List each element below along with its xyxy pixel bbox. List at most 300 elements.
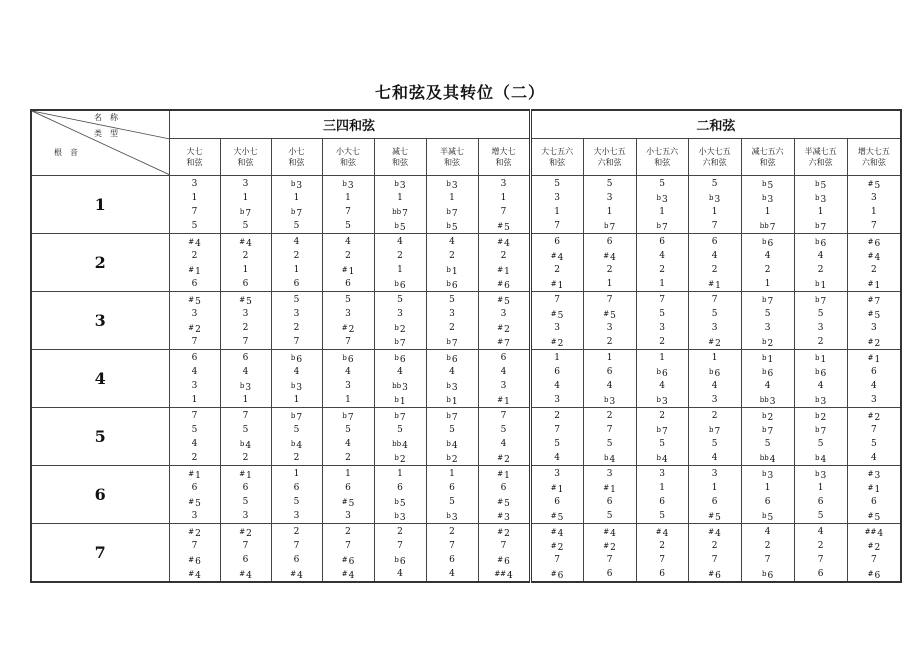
chord-note: 2 xyxy=(554,410,560,421)
chord-note: #2 xyxy=(550,541,564,553)
chord-note: 1 xyxy=(397,192,403,203)
chord-note: 4 xyxy=(764,380,771,391)
chord-note: #4 xyxy=(290,569,303,581)
chord-note: $^b$7 xyxy=(446,207,458,219)
chord-note: #6 xyxy=(188,555,201,567)
chord-cell xyxy=(271,234,322,292)
chord-note: #2 xyxy=(867,337,881,349)
chord-note: #6 xyxy=(550,569,564,581)
accidental: bb xyxy=(759,395,769,404)
column-header xyxy=(426,139,478,176)
chord-cell xyxy=(741,524,794,583)
column-header xyxy=(583,139,636,176)
chord-note: 6 xyxy=(606,236,613,247)
chord-note: 7 xyxy=(606,294,613,305)
chord-note: 7 xyxy=(554,424,560,435)
chord-note: #1 xyxy=(239,469,252,481)
chord-note: #3 xyxy=(867,469,881,481)
chord-note: 5 xyxy=(817,308,824,319)
chord-note: #5 xyxy=(188,295,201,307)
column-header xyxy=(688,139,741,176)
accidental: b xyxy=(761,295,767,304)
column-header-line: 和弦 xyxy=(237,158,254,167)
column-header-line: 和弦 xyxy=(392,158,408,167)
chord-note: 2 xyxy=(293,322,300,333)
chord-note: 5 xyxy=(711,178,718,189)
chord-cell xyxy=(741,408,794,466)
chord-note: 1 xyxy=(711,352,718,363)
chord-cell xyxy=(847,292,901,350)
accidental: # xyxy=(497,265,504,274)
chord-cell xyxy=(636,292,688,350)
chord-cell xyxy=(847,176,901,234)
accidental: b xyxy=(394,453,399,462)
column-header-line: 减七五六 xyxy=(751,147,784,156)
column-header-line: 小七五六 xyxy=(646,147,679,156)
chord-note: 4 xyxy=(711,452,718,463)
accidental: b xyxy=(656,221,661,230)
chord-cell xyxy=(688,466,741,524)
chord-cell xyxy=(426,176,478,234)
chord-note: 1 xyxy=(397,264,403,275)
accidental: b xyxy=(814,353,820,362)
chord-note: 4 xyxy=(293,366,300,377)
chord-note: #1 xyxy=(497,469,510,481)
root-note: 3 xyxy=(31,292,169,350)
accidental: b xyxy=(761,337,767,346)
chord-note: 4 xyxy=(554,380,560,391)
chord-note: #1 xyxy=(550,279,564,291)
chord-note: $^b$3 xyxy=(342,179,354,191)
chord-note: 4 xyxy=(871,380,877,391)
chord-note: 5 xyxy=(711,308,718,319)
chord-note: 7 xyxy=(242,410,249,421)
chord-cell xyxy=(688,292,741,350)
accidental: bb xyxy=(392,381,402,390)
table-row xyxy=(31,524,901,583)
chord-cell xyxy=(374,234,426,292)
chord-note: 2 xyxy=(242,250,249,261)
chord-note: $^b$6 xyxy=(446,279,458,291)
chord-note: 1 xyxy=(871,206,877,217)
chord-note: 7 xyxy=(242,336,249,347)
chord-note: 1 xyxy=(345,468,351,479)
accidental: # xyxy=(550,337,557,346)
chord-cell xyxy=(583,350,636,408)
chord-note: #4 xyxy=(550,527,564,539)
chord-note: 2 xyxy=(449,526,455,537)
chord-note: $^b$1 xyxy=(446,395,458,407)
chord-cell xyxy=(741,292,794,350)
chord-note: 6 xyxy=(659,236,665,247)
accidental: # xyxy=(603,483,610,492)
chord-note: 1 xyxy=(711,482,718,493)
chord-note: 6 xyxy=(659,568,665,579)
chord-note: #4 xyxy=(655,527,669,539)
accidental: b xyxy=(290,439,296,448)
chord-note: 5 xyxy=(449,496,455,507)
chord-note: 5 xyxy=(397,424,403,435)
column-header-line: 半减七五 xyxy=(804,147,837,156)
chord-note: 2 xyxy=(293,526,300,537)
group-header-b: 二和弦 xyxy=(530,110,901,139)
chord-note: 6 xyxy=(711,496,718,507)
chord-note: 7 xyxy=(345,540,351,551)
chord-note: 6 xyxy=(293,554,300,565)
chord-note: 6 xyxy=(191,482,198,493)
accidental: # xyxy=(188,295,195,304)
accidental: # xyxy=(867,353,874,362)
column-header-line: 和弦 xyxy=(759,158,776,167)
chord-note: 2 xyxy=(817,540,824,551)
chord-cell xyxy=(530,466,583,524)
chord-note: 4 xyxy=(711,380,718,391)
corner-label-name: 名 称 xyxy=(94,113,118,122)
chord-cell xyxy=(530,176,583,234)
chord-cell xyxy=(169,292,220,350)
chord-note: #4 xyxy=(497,237,510,249)
accidental: # xyxy=(497,337,504,346)
accidental: # xyxy=(603,541,610,550)
chord-note: 3 xyxy=(293,308,300,319)
chord-cell xyxy=(478,524,530,583)
accidental: # xyxy=(867,569,874,578)
chord-note: 2 xyxy=(191,452,198,463)
root-note: 5 xyxy=(31,408,169,466)
chord-note: 1 xyxy=(191,192,198,203)
accidental: b xyxy=(394,511,399,520)
accidental: bb xyxy=(759,221,769,230)
chord-note: $^b$2 xyxy=(761,411,774,423)
accidental: b xyxy=(446,265,451,274)
chord-note: 6 xyxy=(711,236,718,247)
accidental: # xyxy=(867,295,874,304)
chord-note: 2 xyxy=(293,250,300,261)
chord-cell xyxy=(220,408,271,466)
root-note: 4 xyxy=(31,350,169,408)
chord-cell xyxy=(741,176,794,234)
chord-note: 5 xyxy=(242,424,249,435)
chord-note: 4 xyxy=(500,366,507,377)
accidental: # xyxy=(708,527,715,536)
chord-note: 1 xyxy=(293,264,300,275)
column-header-line: 和弦 xyxy=(444,158,460,167)
chord-note: 4 xyxy=(711,250,718,261)
accidental: b xyxy=(814,279,820,288)
column-header-line: 大小七 xyxy=(233,147,258,156)
chord-note: 1 xyxy=(345,192,351,203)
chord-note: 6 xyxy=(293,278,300,289)
chord-note: 3 xyxy=(345,510,351,521)
chord-note: $^b$3 xyxy=(290,179,303,191)
accidental: b xyxy=(814,411,820,420)
chord-note: $^b$3 xyxy=(814,193,827,205)
chord-note: $^b$3 xyxy=(814,469,827,481)
chord-note: 4 xyxy=(871,452,877,463)
chord-note: 5 xyxy=(242,220,249,231)
chord-note: 4 xyxy=(764,526,771,537)
chord-note: 7 xyxy=(554,220,560,231)
chord-cell xyxy=(847,408,901,466)
chord-note: 5 xyxy=(191,424,198,435)
accidental: # xyxy=(188,497,195,506)
root-note: 2 xyxy=(31,234,169,292)
chord-note: 6 xyxy=(500,352,507,363)
chord-cell xyxy=(426,234,478,292)
chord-note: #1 xyxy=(867,279,881,291)
accidental: # xyxy=(497,453,504,462)
chord-cell xyxy=(169,234,220,292)
chord-note: $^b$3 xyxy=(603,395,616,407)
accidental: # xyxy=(867,541,874,550)
chord-note: 5 xyxy=(554,178,560,189)
chord-note: 2 xyxy=(606,410,613,421)
chord-note: 5 xyxy=(345,424,351,435)
chord-cell xyxy=(688,234,741,292)
accidental: bb xyxy=(392,207,402,216)
chord-note: #1 xyxy=(188,265,201,277)
chord-note: 5 xyxy=(659,308,665,319)
chord-cell xyxy=(220,524,271,583)
chord-note: 2 xyxy=(242,322,249,333)
column-header xyxy=(322,139,374,176)
chord-note: 6 xyxy=(554,496,560,507)
chord-note: 2 xyxy=(711,410,718,421)
chord-cell xyxy=(636,524,688,583)
chord-note: $^{bb}$7 xyxy=(759,221,776,233)
root-note: 1 xyxy=(31,176,169,234)
chord-note: 7 xyxy=(871,554,877,565)
chord-note: 5 xyxy=(554,438,560,449)
accidental: # xyxy=(497,295,504,304)
accidental: b xyxy=(446,439,451,448)
accidental: # xyxy=(188,555,195,564)
chord-note: 7 xyxy=(659,294,665,305)
root-note: 7 xyxy=(31,524,169,583)
chord-note: 5 xyxy=(764,438,771,449)
chord-note: $^b$3 xyxy=(446,381,458,393)
chord-note: 7 xyxy=(764,554,771,565)
chord-note: 3 xyxy=(500,178,507,189)
accidental: b xyxy=(446,511,451,520)
chord-cell xyxy=(794,234,847,292)
chord-note: 3 xyxy=(242,510,249,521)
chord-note: 7 xyxy=(871,220,877,231)
accidental: b xyxy=(603,453,609,462)
chord-note: 5 xyxy=(606,178,613,189)
chord-note: 3 xyxy=(242,178,249,189)
accidental: b xyxy=(708,367,714,376)
column-header xyxy=(794,139,847,176)
chord-note: 1 xyxy=(554,352,560,363)
chord-note: 3 xyxy=(242,308,249,319)
chord-note: #4 xyxy=(239,569,252,581)
accidental: b xyxy=(394,411,399,420)
accidental: # xyxy=(550,483,557,492)
accidental: # xyxy=(867,309,874,318)
chord-cell xyxy=(794,292,847,350)
chord-note: 6 xyxy=(242,554,249,565)
chord-note: 6 xyxy=(345,482,351,493)
chord-cell xyxy=(220,292,271,350)
chord-note: #6 xyxy=(341,555,355,567)
chord-note: 2 xyxy=(242,452,249,463)
chord-note: 4 xyxy=(817,526,824,537)
chord-note: 4 xyxy=(191,438,198,449)
chord-note: $^{bb}$3 xyxy=(759,395,776,407)
accidental: b xyxy=(656,425,661,434)
chord-note: 1 xyxy=(659,482,665,493)
accidental: # xyxy=(867,483,874,492)
chord-note: #5 xyxy=(497,295,510,307)
chord-note: #1 xyxy=(497,395,510,407)
chord-note: $^b$6 xyxy=(708,367,721,379)
root-note: 6 xyxy=(31,466,169,524)
chord-note: 3 xyxy=(500,308,507,319)
chord-note: 7 xyxy=(500,410,507,421)
accidental: b xyxy=(394,353,399,362)
chord-note: 2 xyxy=(817,336,824,347)
chord-note: 3 xyxy=(554,394,560,405)
chord-note: $^b$7 xyxy=(814,221,827,233)
accidental: b xyxy=(814,395,820,404)
chord-note: 3 xyxy=(711,394,718,405)
chord-note: $^b$5 xyxy=(394,221,406,233)
accidental: b xyxy=(394,555,399,564)
chord-note: 1 xyxy=(242,264,249,275)
chord-note: #6 xyxy=(497,279,510,291)
chord-note: 3 xyxy=(711,468,718,479)
chord-note: #5 xyxy=(188,497,201,509)
chord-note: $^b$7 xyxy=(656,221,668,233)
accidental: # xyxy=(708,511,715,520)
chord-note: #5 xyxy=(708,511,721,523)
chord-note: 4 xyxy=(659,380,665,391)
chord-note: $^b$2 xyxy=(814,411,827,423)
accidental: # xyxy=(550,527,557,536)
chord-note: 1 xyxy=(764,278,771,289)
accidental: b xyxy=(761,353,767,362)
chord-note: 3 xyxy=(191,380,198,391)
chord-note: #4 xyxy=(188,237,201,249)
chord-note: $^b$7 xyxy=(394,337,406,349)
accidental: # xyxy=(239,295,246,304)
chord-cell xyxy=(478,234,530,292)
chord-note: 7 xyxy=(659,554,665,565)
chord-note: 7 xyxy=(191,540,198,551)
chord-note: 6 xyxy=(606,496,613,507)
chord-note: $^b$3 xyxy=(761,469,774,481)
chord-note: $^b$3 xyxy=(656,395,668,407)
accidental: b xyxy=(446,353,451,362)
chord-cell xyxy=(169,176,220,234)
chord-note: 1 xyxy=(659,278,665,289)
chord-note: 3 xyxy=(606,192,613,203)
accidental: b xyxy=(239,439,245,448)
chord-note: #4 xyxy=(603,527,616,539)
chord-cell xyxy=(636,234,688,292)
chord-note: 4 xyxy=(191,366,198,377)
chord-note: $^{bb}$4 xyxy=(759,453,776,465)
column-header-line: 大小七五 xyxy=(593,147,626,156)
chord-note: 3 xyxy=(345,308,351,319)
accidental: b xyxy=(814,193,820,202)
column-header xyxy=(741,139,794,176)
chord-note: 5 xyxy=(397,294,403,305)
column-header xyxy=(530,139,583,176)
chord-note: $^b$1 xyxy=(814,353,827,365)
group-header-a: 三四和弦 xyxy=(169,110,530,139)
chord-note: $^b$6 xyxy=(290,353,303,365)
chord-note: $^b$6 xyxy=(814,237,827,249)
chord-cell xyxy=(478,350,530,408)
chord-note: $^b$7 xyxy=(603,221,616,233)
chord-note: #5 xyxy=(867,309,881,321)
chord-note: 1 xyxy=(500,192,507,203)
chord-note: 3 xyxy=(606,468,613,479)
chord-note: 6 xyxy=(659,496,665,507)
chord-note: $^b$3 xyxy=(239,381,252,393)
chord-note: $^b$3 xyxy=(446,511,458,523)
chord-cell xyxy=(794,466,847,524)
accidental: b xyxy=(761,569,767,578)
chord-cell xyxy=(847,524,901,583)
chord-note: #1 xyxy=(867,353,881,365)
chord-note: $^b$5 xyxy=(394,497,406,509)
chord-note: $^{bb}$4 xyxy=(392,439,408,451)
chord-note: $^b$3 xyxy=(394,511,406,523)
chord-cell xyxy=(322,292,374,350)
chord-cell xyxy=(322,466,374,524)
accidental: b xyxy=(394,279,399,288)
chord-note: #5 xyxy=(497,497,510,509)
chord-note: 7 xyxy=(500,206,507,217)
chord-note: $^b$7 xyxy=(394,411,406,423)
accidental: b xyxy=(761,469,767,478)
accidental: # xyxy=(239,527,246,536)
chord-note: $^b$6 xyxy=(814,367,827,379)
accidental: b xyxy=(394,221,399,230)
table-row xyxy=(31,350,901,408)
table-row xyxy=(31,176,901,234)
chord-note: 7 xyxy=(449,540,455,551)
chord-note: 4 xyxy=(764,250,771,261)
chord-note: 2 xyxy=(345,250,351,261)
chord-cell xyxy=(374,350,426,408)
accidental: b xyxy=(708,193,714,202)
chord-note: 7 xyxy=(500,540,507,551)
accidental: b xyxy=(814,425,820,434)
chord-note: 2 xyxy=(554,264,560,275)
accidental: # xyxy=(550,279,557,288)
chord-note: 2 xyxy=(397,526,403,537)
chord-note: 7 xyxy=(345,206,351,217)
accidental: b xyxy=(446,179,451,188)
chord-note: 5 xyxy=(293,496,300,507)
column-header-line: 和弦 xyxy=(495,158,512,167)
accidental: # xyxy=(603,309,610,318)
chord-note: $^b$3 xyxy=(446,179,458,191)
chord-note: 6 xyxy=(449,554,455,565)
chord-note: $^b$2 xyxy=(446,453,458,465)
chord-note: 2 xyxy=(659,410,665,421)
chord-note: 2 xyxy=(659,336,665,347)
chord-note: 4 xyxy=(397,236,403,247)
chord-note: 3 xyxy=(449,308,455,319)
chord-note: #1 xyxy=(550,483,564,495)
chord-cell xyxy=(220,466,271,524)
chord-note: 1 xyxy=(659,206,665,217)
